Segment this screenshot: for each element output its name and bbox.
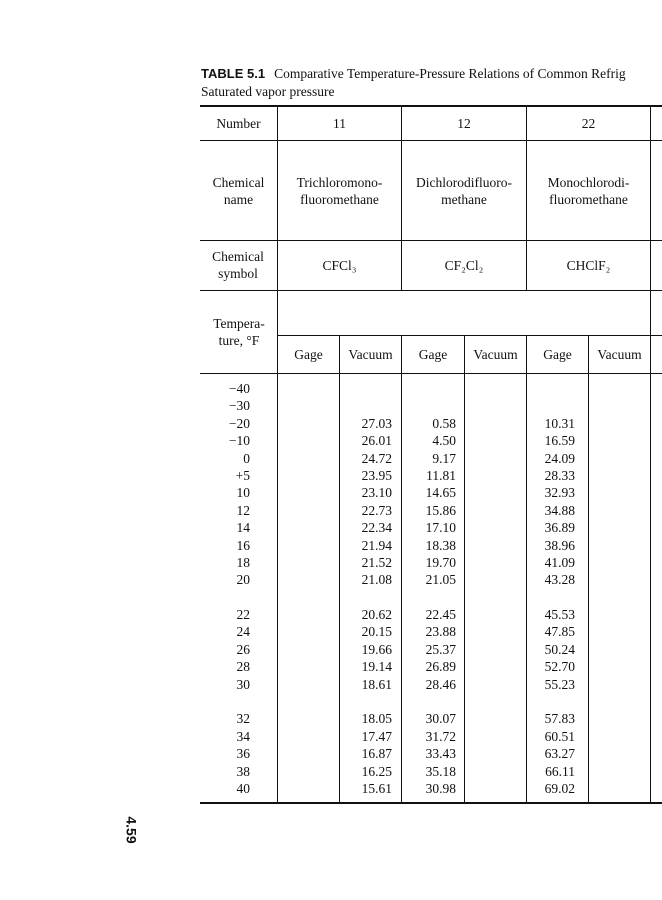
table-cell xyxy=(402,397,456,414)
table-cell: 16.59 xyxy=(544,433,575,449)
table-cell: 22.73 xyxy=(361,502,392,518)
temperature-column xyxy=(200,380,250,797)
rule-bottom xyxy=(200,802,662,804)
table-cell: 41.09 xyxy=(544,554,575,570)
table-cell: 18.05 xyxy=(361,711,392,727)
chemical-symbol-label xyxy=(204,248,272,282)
rule-header-1 xyxy=(200,140,662,141)
table-cell: −30 xyxy=(228,398,250,414)
table-cell: 24.72 xyxy=(361,450,392,466)
group-spacer xyxy=(527,589,575,606)
table-cell: 21.52 xyxy=(361,554,392,570)
group-spacer xyxy=(402,693,456,710)
table-cell: 32.93 xyxy=(544,485,575,501)
table-cell: 25.37 xyxy=(425,641,456,657)
r22-gage-label: Gage xyxy=(543,347,572,362)
table-cell: 4.50 xyxy=(432,433,456,449)
table-cell: 17.10 xyxy=(425,520,456,536)
page-number-text: 4.59 xyxy=(124,816,140,844)
rule-v-1 xyxy=(277,105,278,803)
r12-name-cell xyxy=(404,174,524,208)
chemical-symbol-label-text: Chemical symbol xyxy=(212,249,264,281)
rule-header-3 xyxy=(200,290,662,291)
r11-symbol: CFCl₃ xyxy=(322,258,357,273)
table-cell: 28.33 xyxy=(544,467,575,483)
r12-vacuum-label: Vacuum xyxy=(473,347,518,362)
table-cell: 17.47 xyxy=(361,728,392,744)
table-subtitle: Saturated vapor pressure xyxy=(201,84,335,99)
rule-v-4 xyxy=(650,105,651,803)
table-cell: −20 xyxy=(228,415,250,431)
chemical-name-label xyxy=(202,174,275,208)
table-cell: 43.28 xyxy=(544,572,575,588)
table-cell: 19.70 xyxy=(425,554,456,570)
table-cell: 19.14 xyxy=(361,659,392,675)
table-cell: 38 xyxy=(236,763,250,779)
table-cell: 40 xyxy=(236,780,250,796)
table-cell: 21.94 xyxy=(361,537,392,553)
r22-number: 22 xyxy=(581,115,596,131)
table-cell: 10.31 xyxy=(544,415,575,431)
r11-vacuum-label: Vacuum xyxy=(348,347,393,362)
table-cell: 12 xyxy=(236,502,250,518)
table-cell: 31.72 xyxy=(425,728,456,744)
table-cell: 16.25 xyxy=(361,763,392,779)
refrigerant-table xyxy=(200,105,662,805)
table-cell: 66.11 xyxy=(545,763,575,779)
table-cell: 47.85 xyxy=(544,624,575,640)
table-cell: 16 xyxy=(236,537,250,553)
table-cell: 10 xyxy=(236,485,250,501)
page-number xyxy=(120,818,144,842)
rule-data-start xyxy=(200,373,662,374)
group-spacer xyxy=(340,589,392,606)
table-cell: 22.45 xyxy=(425,607,456,623)
table-cell: 14.65 xyxy=(425,485,456,501)
table-cell: 60.51 xyxy=(544,728,575,744)
r12-gage-label: Gage xyxy=(418,347,448,362)
r11-gage-label: Gage xyxy=(294,347,323,362)
table-cell: 63.27 xyxy=(544,746,575,762)
table-cell: 24 xyxy=(236,624,250,640)
r11-name-cell xyxy=(280,174,399,208)
table-cell: 22 xyxy=(236,607,250,623)
table-cell: 18.61 xyxy=(361,676,392,692)
table-cell: 36 xyxy=(236,746,250,762)
rule-v-9 xyxy=(588,335,589,803)
table-cell: 45.53 xyxy=(544,607,575,623)
table-cell: 27.03 xyxy=(361,415,392,431)
table-cell: 20.62 xyxy=(361,607,392,623)
table-cell: 28.46 xyxy=(425,676,456,692)
r12-symbol: CF₂Cl₂ xyxy=(444,258,484,273)
table-cell xyxy=(340,380,392,397)
table-cell: 52.70 xyxy=(544,659,575,675)
group-spacer xyxy=(200,693,250,710)
r12-chemical-name: Dichlorodifluoro-methane xyxy=(416,175,512,207)
r22-vacuum-label: Vacuum xyxy=(597,347,642,362)
chemical-name-label-text: Chemical name xyxy=(212,175,265,207)
table-cell: 35.18 xyxy=(425,763,456,779)
r22-name-cell xyxy=(532,174,645,208)
table-cell: 20 xyxy=(236,572,250,588)
r22-chemical-name: Monochlorodi-fluoromethane xyxy=(547,175,630,207)
table-caption xyxy=(201,66,626,82)
table-title: Comparative Temperature-Pressure Relations of Common Refrig xyxy=(274,66,626,81)
table-cell: 24.09 xyxy=(544,450,575,466)
table-cell: 20.15 xyxy=(361,624,392,640)
table-cell: 23.95 xyxy=(361,467,392,483)
table-cell: 55.23 xyxy=(544,676,575,692)
table-cell: 11.81 xyxy=(426,467,456,483)
r12-number: 12 xyxy=(457,115,471,131)
table-cell: 15.61 xyxy=(361,780,392,796)
temperature-label-text: Tempera-ture, °F xyxy=(213,316,265,348)
table-cell xyxy=(527,380,575,397)
group-spacer xyxy=(340,693,392,710)
table-cell: 15.86 xyxy=(425,502,456,518)
table-cell: +5 xyxy=(235,467,250,483)
r11-number: 11 xyxy=(333,115,346,131)
table-cell: 57.83 xyxy=(544,711,575,727)
group-spacer xyxy=(402,589,456,606)
group-spacer xyxy=(527,693,575,710)
table-cell: 18 xyxy=(236,554,250,570)
table-cell: 9.17 xyxy=(432,450,456,466)
table-cell: 69.02 xyxy=(544,780,575,796)
table-cell: 18.38 xyxy=(425,537,456,553)
table-cell xyxy=(340,397,392,414)
table-cell: 23.88 xyxy=(425,624,456,640)
r11-chemical-name: Trichloromono-fluoromethane xyxy=(296,175,383,207)
table-cell: 32 xyxy=(236,711,250,727)
table-cell: 30.98 xyxy=(425,780,456,796)
table-cell: 22.34 xyxy=(361,520,392,536)
table-cell: 0 xyxy=(243,450,250,466)
table-cell: 19.66 xyxy=(361,641,392,657)
table-cell: 28 xyxy=(236,659,250,675)
r11-vacuum-column xyxy=(340,380,392,797)
table-cell: 14 xyxy=(236,520,250,536)
table-cell xyxy=(527,397,575,414)
table-cell: 23.10 xyxy=(361,485,392,501)
table-cell: 38.96 xyxy=(544,537,575,553)
table-cell: 36.89 xyxy=(544,520,575,536)
table-cell: 16.87 xyxy=(361,746,392,762)
table-cell: −10 xyxy=(228,433,250,449)
number-label: Number xyxy=(216,115,261,131)
table-cell: −40 xyxy=(228,381,250,396)
table-label: TABLE 5.1 xyxy=(201,66,266,81)
table-cell: 34.88 xyxy=(544,502,575,518)
rule-v-7 xyxy=(464,335,465,803)
r22-symbol: CHClF₂ xyxy=(566,258,611,273)
table-cell: 30 xyxy=(236,676,250,692)
table-cell: 21.05 xyxy=(425,572,456,588)
table-cell: 26.89 xyxy=(425,659,456,675)
table-cell: 26.01 xyxy=(361,433,392,449)
table-cell: 33.43 xyxy=(425,746,456,762)
table-cell: 30.07 xyxy=(425,711,456,727)
temperature-label xyxy=(206,315,272,349)
r12-gage-column xyxy=(402,380,456,797)
table-cell: 34 xyxy=(236,728,250,744)
table-cell: 26 xyxy=(236,641,250,657)
table-cell: 21.08 xyxy=(361,572,392,588)
r22-gage-column xyxy=(527,380,575,797)
table-cell: 50.24 xyxy=(544,641,575,657)
group-spacer xyxy=(200,589,250,606)
table-cell: 0.58 xyxy=(432,415,456,431)
table-cell xyxy=(402,380,456,397)
